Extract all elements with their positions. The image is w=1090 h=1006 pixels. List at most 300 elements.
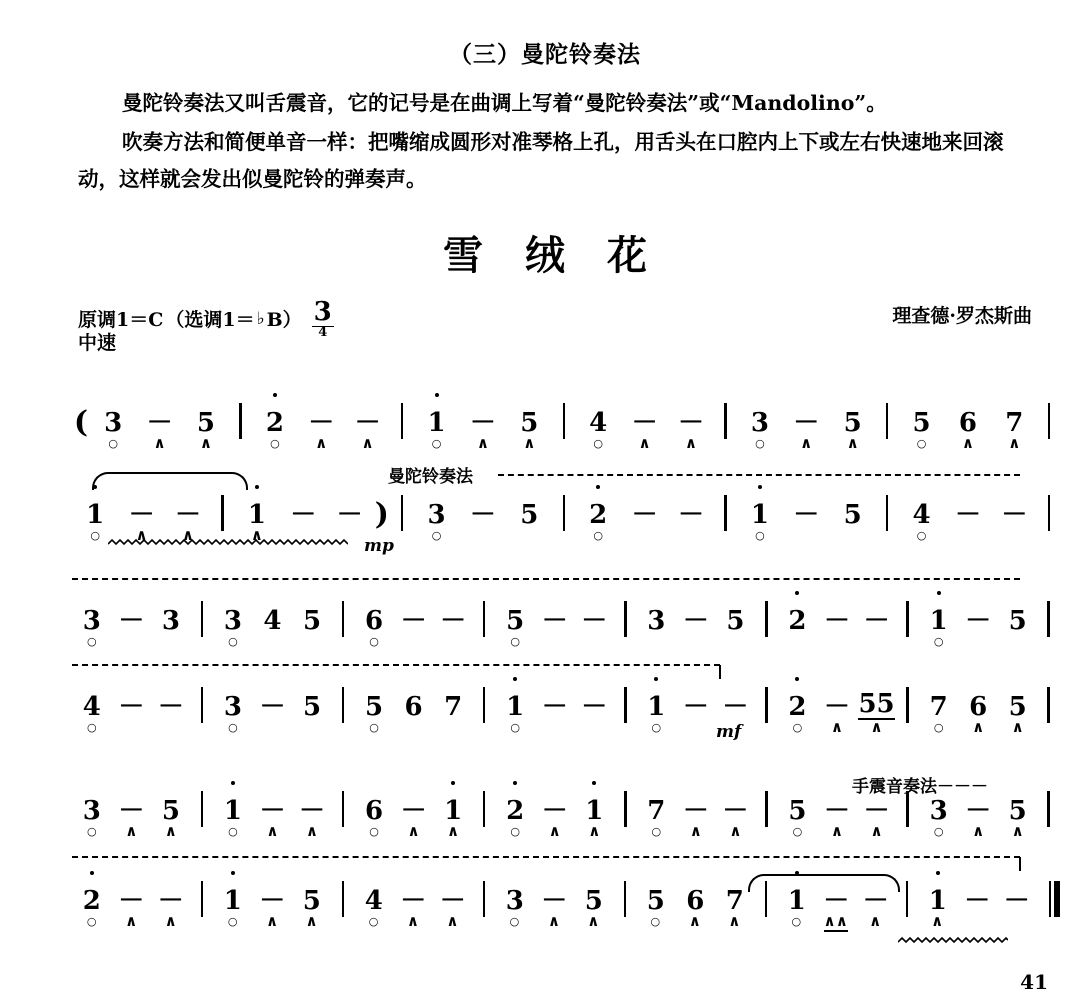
note — [918, 880, 958, 914]
note-number: 1 — [444, 796, 463, 826]
sustain-dash — [112, 600, 152, 634]
articulation-empty — [482, 914, 485, 934]
vibrato-wave-svg-2 — [898, 936, 1008, 946]
articulation-empty — [201, 634, 204, 654]
articulation-empty — [624, 824, 627, 844]
note-row — [0, 402, 1090, 440]
note-number: 5 — [726, 606, 745, 636]
note-number: 1 — [223, 796, 242, 826]
technique-dashline-3-hook — [718, 664, 720, 666]
barline — [483, 687, 486, 723]
dynamic-mf: mf — [716, 722, 742, 742]
note-number: 1 — [929, 606, 948, 636]
articulation-o — [72, 720, 112, 740]
sustain-dash — [460, 402, 506, 436]
dash-glyph: － — [400, 606, 427, 636]
barline — [624, 687, 627, 723]
sustain-dash — [460, 494, 506, 528]
vibrato-wave-line2 — [108, 538, 348, 548]
articulation-empty — [676, 634, 716, 654]
note — [958, 686, 998, 720]
note-number: 5 — [506, 606, 525, 636]
articulation-o — [213, 720, 253, 740]
articulation-o — [90, 436, 136, 456]
octave-dot — [255, 485, 259, 489]
articulation-empty — [906, 720, 909, 740]
dash-glyph: － — [581, 692, 608, 722]
sustain-dash — [575, 686, 615, 720]
articulation-v — [675, 914, 714, 934]
note — [292, 686, 332, 720]
octave-dot — [90, 871, 94, 875]
octave-dot — [654, 677, 658, 681]
articulation-v — [998, 824, 1038, 844]
paragraph-1: 曼陀铃奏法又叫舌震音，它的记号是在曲调上写着“曼陀铃奏法”或“Mandolino”。 — [122, 91, 887, 115]
articulation-empty — [906, 824, 909, 844]
articulation-empty — [394, 720, 434, 740]
dash-glyph: － — [631, 408, 658, 438]
note — [575, 494, 621, 528]
note-row — [0, 880, 1090, 914]
articulation-v — [506, 436, 552, 456]
articulation-empty — [958, 634, 998, 654]
dash-glyph: － — [682, 692, 709, 722]
sustain-dash — [676, 600, 716, 634]
note — [151, 790, 191, 824]
note — [72, 790, 112, 824]
note-number: 1 — [506, 692, 525, 722]
articulation-v — [534, 914, 573, 934]
articulation-empty — [724, 528, 727, 548]
octave-dot — [936, 871, 940, 875]
articulation-empty — [341, 914, 344, 934]
dash-glyph: － — [954, 500, 981, 530]
barline — [624, 791, 627, 827]
note — [354, 790, 394, 824]
articulation-v — [535, 824, 575, 844]
dash-glyph: － — [631, 500, 658, 530]
dash-glyph: － — [863, 606, 890, 636]
note — [637, 600, 677, 634]
dash-glyph: － — [440, 606, 467, 636]
note — [737, 402, 783, 436]
articulation-empty — [112, 634, 152, 654]
articulation-empty — [857, 634, 897, 654]
time-signature — [312, 299, 334, 339]
sustain-dash — [433, 600, 473, 634]
note — [495, 880, 535, 914]
articulation-v — [958, 824, 998, 844]
sustain-dash — [280, 494, 326, 528]
articulation-empty — [1047, 824, 1050, 844]
articulation-o — [737, 528, 783, 548]
articulation-empty — [765, 824, 768, 844]
dash-glyph: － — [677, 408, 704, 438]
dash-glyph: － — [722, 796, 749, 826]
note-number: 5 — [788, 796, 807, 826]
articulation-empty — [483, 634, 486, 654]
articulation-empty — [253, 720, 293, 740]
page-number: 41 — [1020, 970, 1048, 994]
articulation-empty — [575, 634, 615, 654]
articulation-row — [0, 720, 1090, 740]
dash-glyph: － — [722, 692, 749, 722]
technique-label-mandolin: 曼陀铃奏法 — [388, 467, 473, 487]
dynamic-mp: mp — [364, 536, 394, 556]
note — [90, 402, 136, 436]
dash-glyph: － — [118, 606, 145, 636]
articulation-empty — [624, 720, 627, 740]
note-number: 4 — [912, 500, 931, 530]
note-number: 1 — [427, 408, 446, 438]
articulation-empty — [72, 436, 90, 456]
articulation-o — [777, 914, 816, 934]
articulation-empty — [394, 634, 434, 654]
note-number: 2 — [788, 606, 807, 636]
vibrato-wave-line6 — [898, 936, 1008, 946]
articulation-empty — [401, 528, 404, 548]
barline — [201, 601, 204, 637]
note — [292, 880, 332, 914]
note — [354, 686, 394, 720]
articulation-empty — [778, 634, 818, 654]
barline — [1048, 403, 1051, 439]
key-alternate-note: B） — [266, 309, 302, 332]
note — [213, 880, 253, 914]
dash-glyph: － — [118, 796, 145, 826]
note-number: 7 — [1005, 408, 1024, 438]
note — [433, 686, 473, 720]
articulation-empty — [292, 720, 332, 740]
dash-glyph: － — [965, 606, 992, 636]
octave-dot — [513, 677, 517, 681]
sustain-dash — [535, 790, 575, 824]
articulation-v — [151, 824, 191, 844]
octave-dot — [795, 677, 799, 681]
sustain-dash — [394, 880, 434, 914]
articulation-o — [737, 436, 783, 456]
articulation-empty — [433, 720, 473, 740]
note — [354, 880, 394, 914]
articulation-o — [213, 824, 253, 844]
articulation-empty — [764, 914, 767, 934]
octave-dot — [758, 485, 762, 489]
note — [252, 402, 298, 436]
dash-glyph: － — [793, 500, 820, 530]
articulation-empty — [621, 528, 667, 548]
line-4 — [0, 662, 1090, 748]
note-number: 5 — [196, 408, 216, 438]
barline — [886, 403, 889, 439]
note-number: 3 — [104, 408, 123, 438]
sustain-dash — [716, 790, 756, 824]
articulation-empty — [342, 824, 345, 844]
technique-dashline-3 — [72, 664, 720, 666]
note-number: 7 — [725, 886, 744, 916]
note — [72, 686, 112, 720]
articulation-v — [817, 824, 857, 844]
articulation-empty — [765, 634, 768, 654]
articulation-empty — [623, 914, 626, 934]
dash-glyph: － — [469, 408, 496, 438]
note-number: 3 — [223, 606, 242, 636]
key-original: 原调1＝C — [78, 309, 164, 332]
sustain-dash — [817, 790, 857, 824]
note-number: 2 — [265, 408, 284, 438]
dash-glyph: － — [793, 408, 820, 438]
note-number: 1 — [247, 500, 266, 530]
dash-glyph: － — [118, 692, 145, 722]
sustain-dash — [112, 790, 152, 824]
articulation-o — [72, 914, 111, 934]
dash-glyph: － — [146, 408, 173, 438]
note — [151, 600, 191, 634]
note-number: 3 — [82, 796, 101, 826]
note-number: 5 — [1008, 692, 1027, 722]
note — [919, 600, 959, 634]
articulation-empty — [905, 914, 908, 934]
sustain-dash — [575, 600, 615, 634]
barline — [1047, 791, 1050, 827]
parenthesis — [373, 494, 391, 532]
articulation-empty — [886, 528, 889, 548]
articulation-v — [433, 914, 472, 934]
sustain-dash — [621, 402, 667, 436]
articulation-empty — [460, 528, 506, 548]
note-number: 5 — [302, 886, 321, 916]
note-number: 3 — [750, 408, 769, 438]
barline — [483, 791, 486, 827]
sustain-dash — [326, 494, 372, 528]
articulation-v — [183, 436, 229, 456]
sustain-dash — [945, 494, 991, 528]
dash-glyph: － — [400, 886, 427, 916]
dash-glyph: － — [469, 500, 496, 530]
articulation-empty — [957, 914, 996, 934]
articulation-v — [621, 436, 667, 456]
sustain-dash — [344, 402, 390, 436]
vibrato-wave-svg-1 — [108, 538, 348, 548]
dash-glyph: － — [862, 886, 889, 916]
technique-dashline-4-hook — [1018, 856, 1020, 858]
paren-glyph: ( — [73, 405, 89, 440]
octave-dot — [592, 781, 596, 785]
barline — [342, 881, 345, 917]
hand-vibrato-text: 手震音奏法 — [852, 777, 937, 797]
articulation-empty — [151, 634, 191, 654]
barline — [724, 495, 727, 531]
articulation-v — [112, 824, 152, 844]
dash-glyph: － — [174, 500, 201, 530]
articulation-empty — [998, 634, 1038, 654]
articulation-empty — [991, 528, 1037, 548]
note — [636, 880, 676, 914]
note — [575, 790, 615, 824]
note-number: 5 — [365, 692, 384, 722]
note-number: 3 — [427, 500, 446, 530]
note-row — [0, 494, 1090, 532]
articulation-row — [0, 824, 1090, 844]
sustain-dash — [783, 494, 829, 528]
octave-dot — [435, 393, 439, 397]
composer-credit: 理查德·罗杰斯曲 — [892, 305, 1032, 327]
articulation-empty — [575, 720, 615, 740]
slur-line2-start — [92, 472, 248, 490]
articulation-v — [111, 914, 150, 934]
note — [72, 494, 118, 528]
sustain-dash — [716, 686, 756, 720]
technique-dashline-4 — [72, 856, 1020, 858]
key-signature — [78, 299, 334, 339]
dash-glyph: － — [157, 886, 184, 916]
articulation-o — [354, 634, 394, 654]
sustain-dash — [165, 494, 211, 528]
articulation-v — [151, 914, 190, 934]
articulation-empty — [201, 720, 204, 740]
sustain-dash — [292, 790, 332, 824]
dash-glyph: － — [128, 500, 155, 530]
note — [354, 600, 394, 634]
articulation-o — [213, 914, 252, 934]
articulation-o — [354, 720, 394, 740]
note-number: 3 — [82, 606, 101, 636]
articulation-empty — [624, 634, 627, 654]
note-number: 3 — [223, 692, 242, 722]
articulation-o — [413, 436, 459, 456]
articulation-o — [898, 528, 944, 548]
articulation-v — [136, 436, 182, 456]
note — [292, 600, 332, 634]
articulation-empty — [1047, 720, 1050, 740]
meter-denominator: 4 — [318, 325, 328, 340]
articulation-v — [998, 720, 1038, 740]
sustain-dash — [535, 686, 575, 720]
note — [506, 494, 552, 528]
sustain-dash — [535, 600, 575, 634]
dash-glyph: － — [1003, 886, 1030, 916]
key-alternate-open: （选调1＝ — [165, 309, 255, 332]
line-6 — [0, 856, 1090, 942]
articulation-o — [898, 436, 944, 456]
sustain-dash — [958, 600, 998, 634]
articulation-empty — [342, 634, 345, 654]
dash-glyph: － — [824, 606, 851, 636]
barline — [239, 403, 242, 439]
articulation-v — [945, 436, 991, 456]
sustain-dash — [817, 686, 857, 720]
note-number: 5 — [520, 500, 539, 530]
octave-dot — [596, 485, 600, 489]
technique-dashline-2 — [72, 578, 1020, 580]
articulation-empty — [342, 720, 345, 740]
dash-glyph: － — [541, 692, 568, 722]
articulation-empty — [829, 528, 875, 548]
note-number: 4 — [364, 886, 383, 916]
note-number: 7 — [647, 796, 666, 826]
note-number: 2 — [506, 796, 525, 826]
barline — [342, 791, 345, 827]
note-number: 5 — [161, 796, 180, 826]
articulation-o — [919, 720, 959, 740]
articulation-empty — [783, 528, 829, 548]
articulation-v — [574, 914, 613, 934]
sustain-dash — [783, 402, 829, 436]
note-row — [0, 686, 1090, 720]
barline — [1047, 601, 1050, 637]
articulation-v — [393, 914, 432, 934]
articulation-v — [460, 436, 506, 456]
barline — [401, 403, 404, 439]
dash-glyph: － — [118, 886, 145, 916]
octave-dot — [231, 781, 235, 785]
note — [919, 686, 959, 720]
sustain-dash — [433, 880, 473, 914]
note-number: 3 — [929, 796, 948, 826]
dash-glyph: － — [682, 606, 709, 636]
articulation-o — [495, 914, 534, 934]
note-number: 1 — [928, 886, 947, 916]
articulation-row — [0, 436, 1090, 456]
note — [676, 880, 716, 914]
dash-glyph: － — [336, 500, 363, 530]
note — [72, 880, 112, 914]
sustain-dash — [253, 686, 293, 720]
articulation-v — [855, 914, 894, 934]
articulation-v — [394, 824, 434, 844]
articulation-v — [829, 436, 875, 456]
note-number: 2 — [788, 692, 807, 722]
note-number: 55 — [858, 689, 895, 719]
note-number: 1 — [647, 692, 666, 722]
articulation-v — [433, 824, 473, 844]
note — [495, 790, 535, 824]
note — [778, 600, 818, 634]
slur-line6-end — [748, 874, 900, 892]
sustain-dash — [151, 686, 191, 720]
octave-dot — [513, 781, 517, 785]
dash-glyph: － — [581, 606, 608, 636]
note-number: 5 — [843, 500, 862, 530]
dash-glyph: － — [1001, 500, 1028, 530]
note — [213, 790, 253, 824]
flat-symbol: ♭ — [256, 308, 265, 329]
note-number: 5 — [1008, 796, 1027, 826]
dash-glyph: － — [259, 796, 286, 826]
articulation-empty — [535, 634, 575, 654]
sustain-dash — [676, 790, 716, 824]
dash-glyph: － — [400, 796, 427, 826]
octave-dot — [273, 393, 277, 397]
meter-numerator: 3 — [313, 297, 332, 327]
articulation-v — [715, 914, 754, 934]
note-row — [0, 600, 1090, 634]
note — [998, 686, 1038, 720]
note-number: 1 — [223, 886, 242, 916]
paren-glyph: ) — [374, 497, 389, 532]
articulation-o — [252, 436, 298, 456]
sustain-dash — [298, 402, 344, 436]
sustain-dash — [817, 600, 857, 634]
note-number: 5 — [302, 692, 322, 722]
sustain-dash — [668, 494, 714, 528]
note-number: 1 — [787, 886, 806, 916]
note — [253, 600, 293, 634]
dash-glyph: － — [965, 796, 992, 826]
barline — [563, 495, 566, 531]
barline — [624, 601, 627, 637]
articulation-o — [354, 824, 394, 844]
barline — [201, 687, 204, 723]
